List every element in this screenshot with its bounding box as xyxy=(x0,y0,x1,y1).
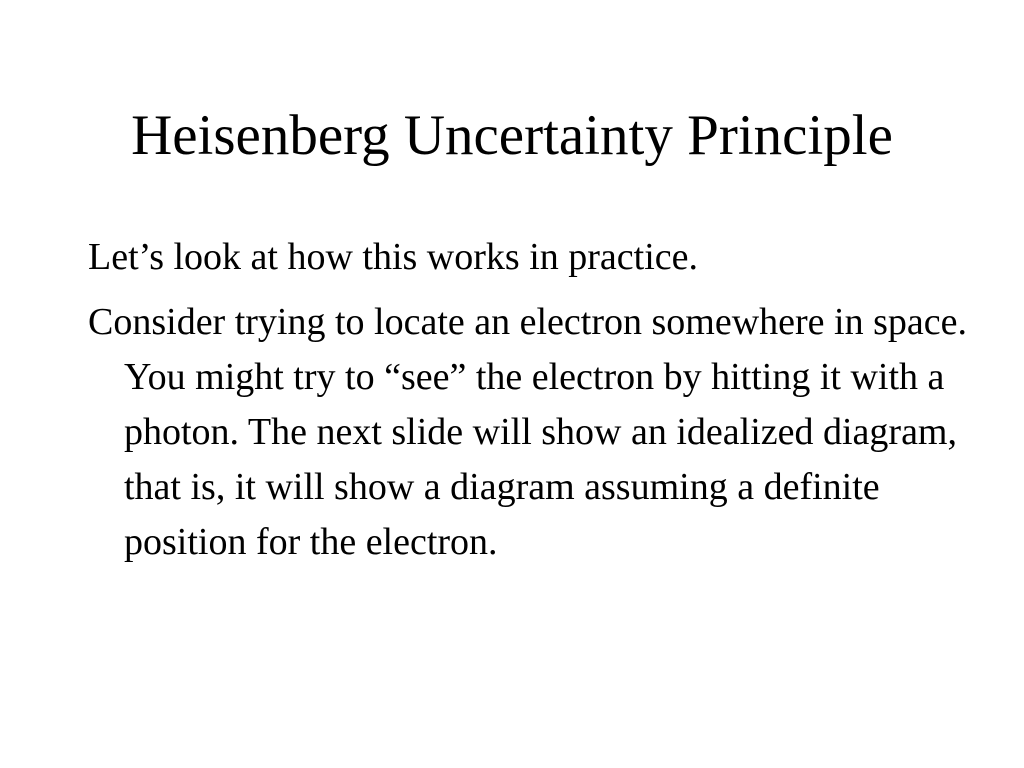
bullet-text: Let’s look at how this works in practice. xyxy=(88,236,698,278)
bullet-text: Consider trying to locate an electron somewhere in space. You might try to “see” the electron by hitting it with a photon. The next slide will show an idealized diagram, that is, it will show a diagram assuming a definite position for the electron. xyxy=(88,301,967,563)
slide-title: Heisenberg Uncertainty Principle xyxy=(131,104,893,167)
slide-body xyxy=(88,230,968,580)
